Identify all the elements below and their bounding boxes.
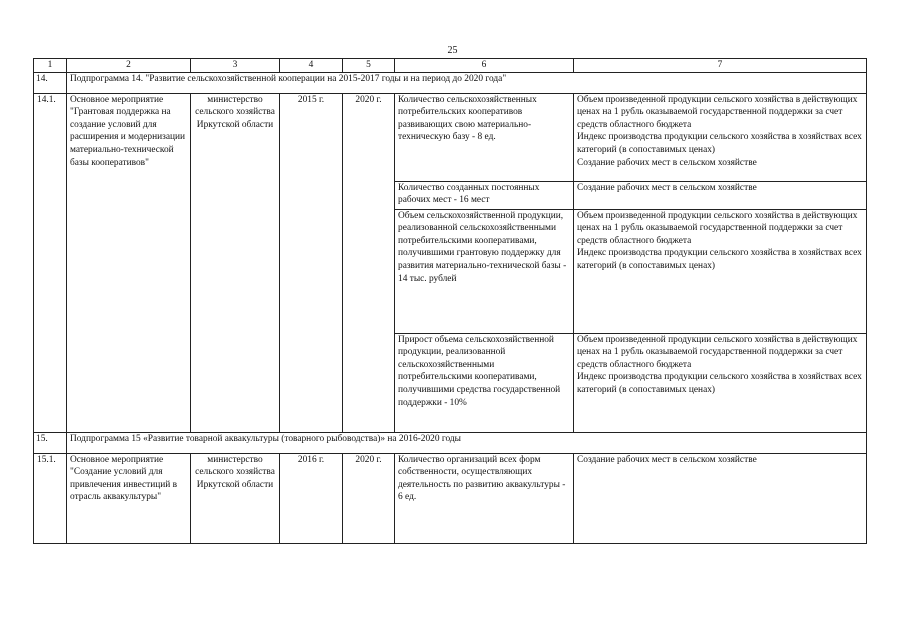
header-col-6: 6 (395, 59, 574, 73)
header-row (34, 59, 867, 73)
activity-15-1-executor: министерство сельского хозяйства Иркутской области (191, 453, 280, 543)
activity-15-1-row (34, 453, 867, 543)
activity-14-1-link-3: Объем произведенной продукции сельского хозяйства в действующих ценах на 1 рубль оказываемой государственной поддержки за счет средств областного бюджета Индекс производства продукции сельского хозяйства в хозяйствах всех категорий (в сопоставимых ценах) (574, 209, 867, 333)
activity-14-1-start: 2015 г. (280, 93, 343, 432)
activity-14-1-link-1-text: Объем произведенной продукции сельского хозяйства в действующих ценах на 1 рубль оказываемой государственной поддержки за счет средств областного бюджета Индекс производства продукции сельского хозяйства в хозяйствах всех категорий (в сопоставимых ценах) Создание рабочих мест в сельском хозяйстве (577, 94, 862, 168)
activity-14-1-end: 2020 г. (343, 93, 395, 432)
activity-14-1-link-2: Создание рабочих мест в сельском хозяйстве (574, 181, 867, 209)
activity-14-1-link-4: Объем произведенной продукции сельского хозяйства в действующих ценах на 1 рубль оказываемой государственной поддержки за счет средств областного бюджета Индекс производства продукции сельского хозяйства в хозяйствах всех категорий (в сопоставимых ценах) (574, 333, 867, 432)
subprogram-15-number: 15. (34, 432, 67, 453)
activity-14-1-indicator-2: Количество созданных постоянных рабочих мест - 16 мест (395, 181, 574, 209)
subprogram-15-title: Подпрограмма 15 «Развитие товарной аквакультуры (товарного рыбоводства)» на 2016-2020 годы (67, 432, 867, 453)
activity-15-1-end: 2020 г. (343, 453, 395, 543)
header-col-4: 4 (280, 59, 343, 73)
activity-14-1-indicator-3: Объем сельскохозяйственной продукции, реализованной сельскохозяйственными потребительскими кооперативами, получившими грантовую поддержку для развития материально-технической базы - 14 тыс. рублей (395, 209, 574, 333)
activity-14-1-number: 14.1. (34, 93, 67, 432)
header-col-5: 5 (343, 59, 395, 73)
activity-14-1-executor: министерство сельского хозяйства Иркутской области (191, 93, 280, 432)
activity-15-1-indicator: Количество организаций всех форм собственности, осуществляющих деятельность по развитию аквакультуры - 6 ед. (395, 453, 574, 543)
page-number: 25 (447, 45, 458, 56)
subprogram-14-title: Подпрограмма 14. "Развитие сельскохозяйственной кооперации на 2015-2017 годы и на период до 2020 года" (67, 72, 867, 93)
program-table (33, 58, 867, 544)
activity-14-1-indicator-4: Прирост объема сельскохозяйственной продукции, реализованной сельскохозяйственными потребительскими кооперативами, получившими средства государственной поддержки - 10% (395, 333, 574, 432)
activity-14-1-row (34, 93, 867, 181)
subprogram-15-row (34, 432, 867, 453)
header-col-2: 2 (67, 59, 191, 73)
activity-15-1-link: Создание рабочих мест в сельском хозяйстве (574, 453, 867, 543)
activity-15-1-start: 2016 г. (280, 453, 343, 543)
header-col-1: 1 (34, 59, 67, 73)
subprogram-14-row (34, 72, 867, 93)
activity-15-1-measure: Основное мероприятие "Создание условий для привлечения инвестиций в отрасль аквакультуры" (67, 453, 191, 543)
activity-14-1-link-1 (574, 93, 867, 181)
subprogram-14-number: 14. (34, 72, 67, 93)
header-col-3: 3 (191, 59, 280, 73)
activity-14-1-indicator-1: Количество сельскохозяйственных потребительских кооперативов развивающих свою материально-техническую базу - 8 ед. (395, 93, 574, 181)
activity-15-1-number: 15.1. (34, 453, 67, 543)
activity-14-1-measure: Основное мероприятие "Грантовая поддержка на создание условий для расширения и модернизации материально-технической базы кооперативов" (67, 93, 191, 432)
header-col-7: 7 (574, 59, 867, 73)
